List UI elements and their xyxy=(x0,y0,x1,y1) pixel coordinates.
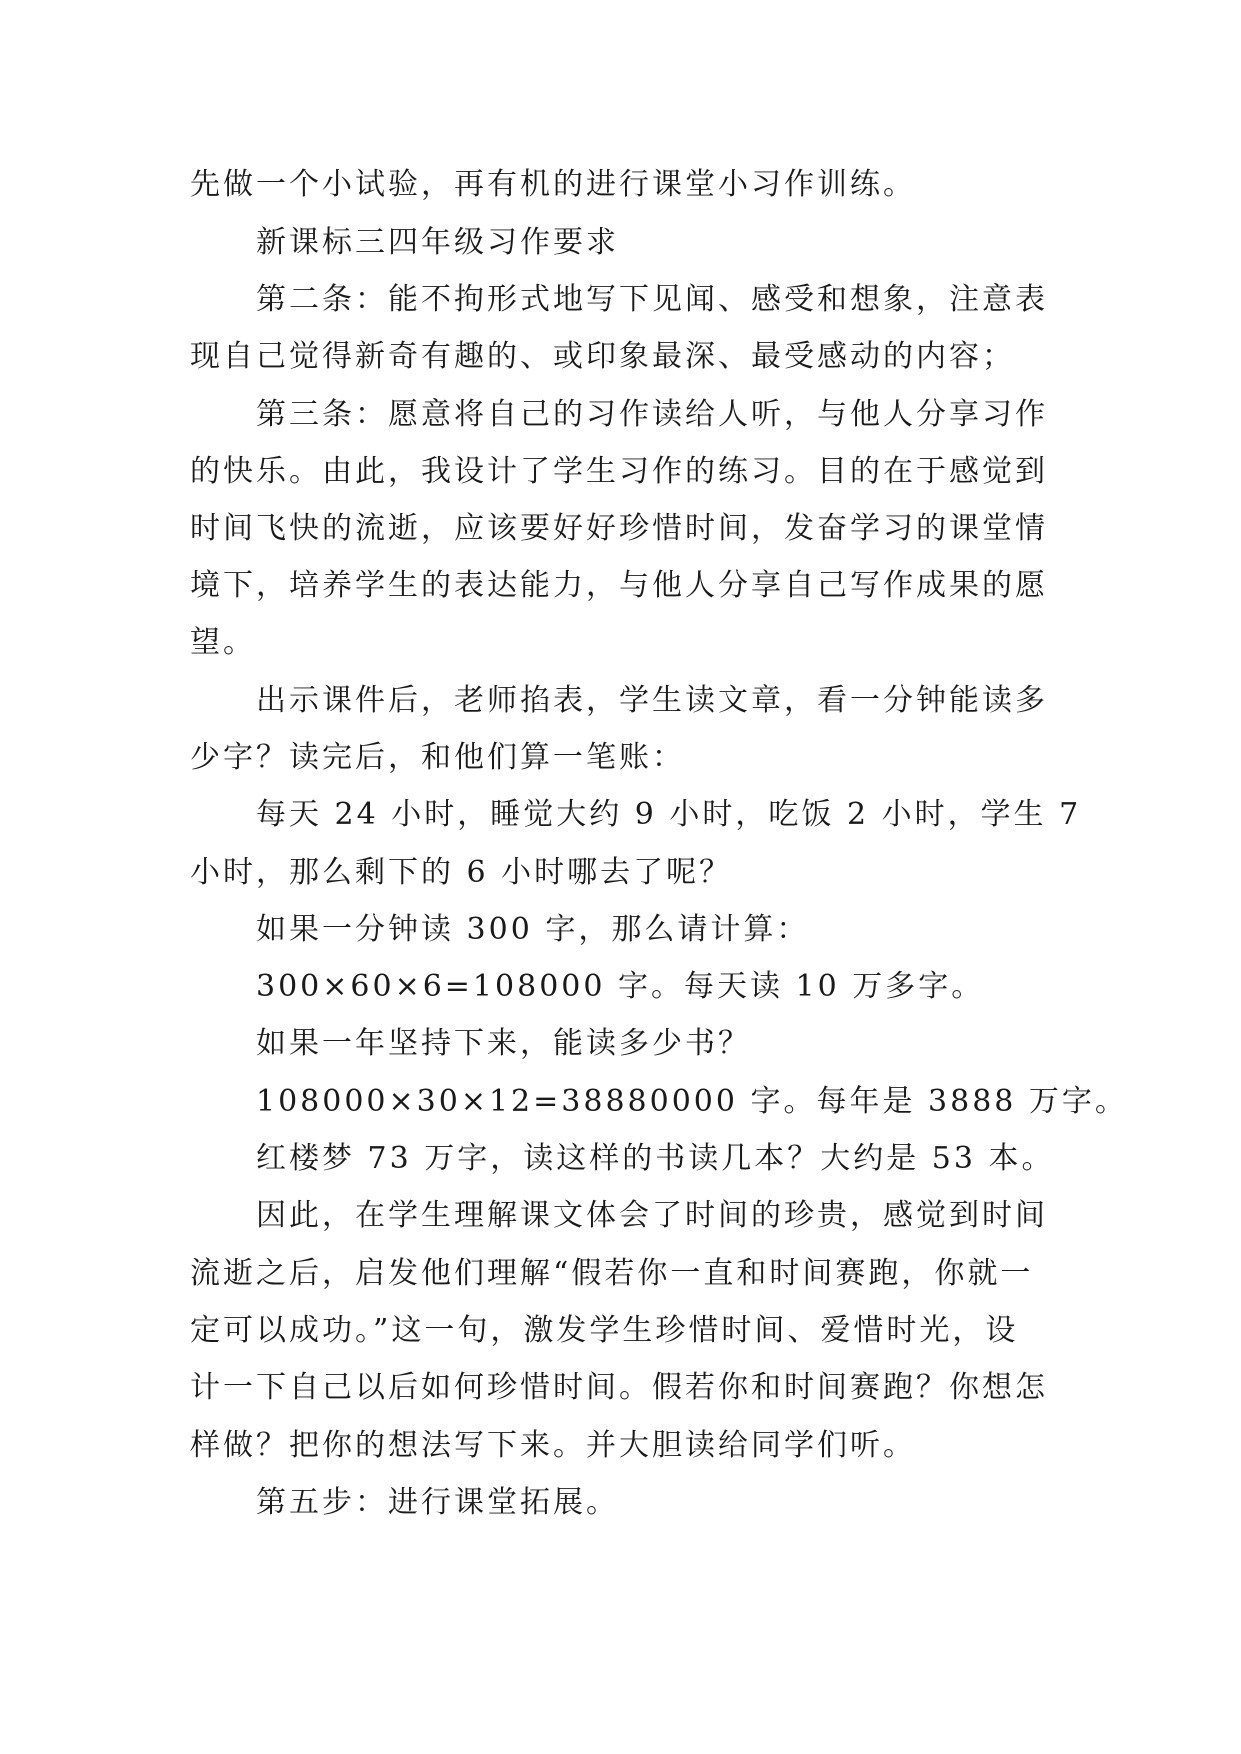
text-line-23: 样做？把你的想法写下来。并大胆读给同学们听。 xyxy=(190,1428,916,1463)
text-line-10: 出示课件后，老师掐表，学生读文章，看一分钟能读多 xyxy=(256,683,1048,718)
text-line-21: 定可以成功。”这一句，激发学生珍惜时间、爱惜时光，设 xyxy=(190,1313,1019,1348)
text-line-7: 时间飞快的流逝，应该要好好珍惜时间，发奋学习的课堂情 xyxy=(190,511,1048,546)
text-line-18: 红楼梦 73 万字，读这样的书读几本？大约是 53 本。 xyxy=(256,1141,1055,1176)
text-line-11: 少字？读完后，和他们算一笔账： xyxy=(190,740,685,775)
text-line-14: 如果一分钟读 300 字，那么请计算： xyxy=(256,912,810,947)
text-line-4: 现自己觉得新奇有趣的、或印象最深、最受感动的内容； xyxy=(190,339,1015,374)
text-line-15: 300×60×6=108000 字。每天读 10 万多字。 xyxy=(256,969,985,1004)
text-line-9: 望。 xyxy=(190,625,256,660)
text-line-16: 如果一年坚持下来，能读多少书？ xyxy=(256,1026,751,1061)
text-line-12: 每天 24 小时，睡觉大约 9 小时，吃饭 2 小时，学生 7 xyxy=(256,797,1082,832)
text-line-20: 流逝之后，启发他们理解“假若你一直和时间赛跑，你就一 xyxy=(190,1256,1034,1291)
text-line-2: 新课标三四年级习作要求 xyxy=(256,225,619,260)
text-line-19: 因此，在学生理解课文体会了时间的珍贵，感觉到时间 xyxy=(256,1198,1048,1233)
text-line-1: 先做一个小试验，再有机的进行课堂小习作训练。 xyxy=(190,167,916,202)
text-line-22: 计一下自己以后如何珍惜时间。假若你和时间赛跑？你想怎 xyxy=(190,1370,1048,1405)
text-line-24: 第五步：进行课堂拓展。 xyxy=(256,1485,619,1520)
text-line-5: 第三条：愿意将自己的习作读给人听，与他人分享习作 xyxy=(256,397,1048,432)
text-line-13: 小时，那么剩下的 6 小时哪去了呢？ xyxy=(190,855,733,890)
text-line-3: 第二条：能不拘形式地写下见闻、感受和想象，注意表 xyxy=(256,282,1048,317)
text-line-6: 的快乐。由此，我设计了学生习作的练习。目的在于感觉到 xyxy=(190,454,1048,489)
text-line-17: 108000×30×12=38880000 字。每年是 3888 万字。 xyxy=(256,1084,1128,1119)
text-line-8: 境下，培养学生的表达能力，与他人分享自己写作成果的愿 xyxy=(190,568,1048,603)
